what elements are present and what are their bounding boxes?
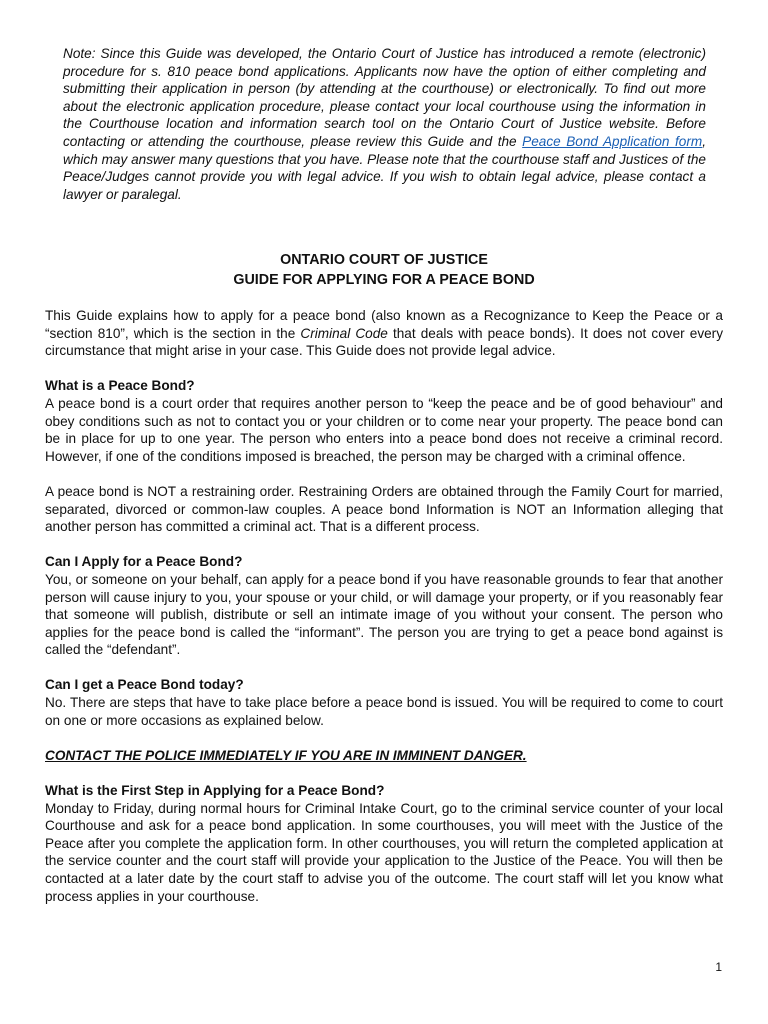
imminent-danger-warning: CONTACT THE POLICE IMMEDIATELY IF YOU ARE IN IMMINENT DANGER. bbox=[45, 747, 527, 763]
what-is-heading: What is a Peace Bond? bbox=[45, 378, 195, 394]
can-apply-paragraph: You, or someone on your behalf, can apply for a peace bond if you have reasonable grounds to fear that another person will cause injury to you, your spouse or your child, or will damage your property, or if you reasonably fear that someone will publish, distribute or sell an intimate image of you without your consent. The person who applies for the peace bond is called the “informant”. The person you are trying to get a peace bond against is called the “defendant”. bbox=[45, 571, 723, 658]
criminal-code-title: Criminal Code bbox=[300, 325, 388, 341]
first-step-heading: What is the First Step in Applying for a Peace Bond? bbox=[45, 783, 385, 799]
guide-title: GUIDE FOR APPLYING FOR A PEACE BOND bbox=[233, 272, 535, 288]
court-title: ONTARIO COURT OF JUSTICE bbox=[280, 252, 488, 268]
note-text-after-link: , which may answer many questions that you have. Please note that the courthouse staff and Justices of the Peace/Judges cannot provide you with legal advice. If you wish to obtain legal advice, please contact a lawyer or paralegal. bbox=[63, 133, 706, 202]
page-number: 1 bbox=[715, 960, 722, 974]
guide-body bbox=[45, 307, 723, 923]
note-text-before-link: Note: Since this Guide was developed, the Ontario Court of Justice has introduced a remote (electronic) procedure for s. 810 peace bond applications. Applicants now have the option of either completing and submitting their application in person (by attending at the courthouse) or electronically. To find out more about the electronic application procedure, please contact your local courthouse using the information in the Courthouse location and information search tool on the Ontario Court of Justice website. Before contacting or attending the courthouse, please review this Guide and the bbox=[63, 46, 706, 149]
today-heading: Can I get a Peace Bond today? bbox=[45, 677, 244, 693]
electronic-procedure-note bbox=[63, 45, 706, 203]
intro-paragraph: This Guide explains how to apply for a peace bond (also known as a Recognizance to Keep the Peace or a “section 810”, which is the section in the Criminal Code that deals with peace bonds). It does not cover every circumstance that might arise in your case. This Guide does not provide legal advice. bbox=[45, 308, 723, 359]
today-paragraph: No. There are steps that have to take place before a peace bond is issued. You will be required to come to court on one or more occasions as explained below. bbox=[45, 695, 723, 728]
what-is-paragraph-1: A peace bond is a court order that requires another person to “keep the peace and be of good behaviour” and obey conditions such as not to contact you or your children or to come near your property. The peace bond can be in place for up to one year. The person who enters into a peace bond does not receive a criminal record. However, if one of the conditions imposed is breached, the person may be charged with a criminal offence. bbox=[45, 395, 723, 464]
can-apply-heading: Can I Apply for a Peace Bond? bbox=[45, 554, 243, 570]
peace-bond-application-form-link[interactable]: Peace Bond Application form bbox=[522, 133, 703, 149]
first-step-paragraph: Monday to Friday, during normal hours for Criminal Intake Court, go to the criminal service counter of your local Courthouse and ask for a peace bond application. In some courthouses, you will meet with the Justice of the Peace after you complete the application form. In other courthouses, you will return the completed application at the service counter and the court staff will provide your application to the Justice of the Peace. You will then be contacted at a later date by the court staff to advise you of the outcome. The court staff will let you know what process applies in your courthouse. bbox=[45, 800, 723, 904]
what-is-paragraph-2: A peace bond is NOT a restraining order. Restraining Orders are obtained through the Family Court for married, separated, divorced or common-law couples. A peace bond Information is NOT an Information alleging that another person has committed a criminal act. That is a different process. bbox=[45, 483, 723, 535]
